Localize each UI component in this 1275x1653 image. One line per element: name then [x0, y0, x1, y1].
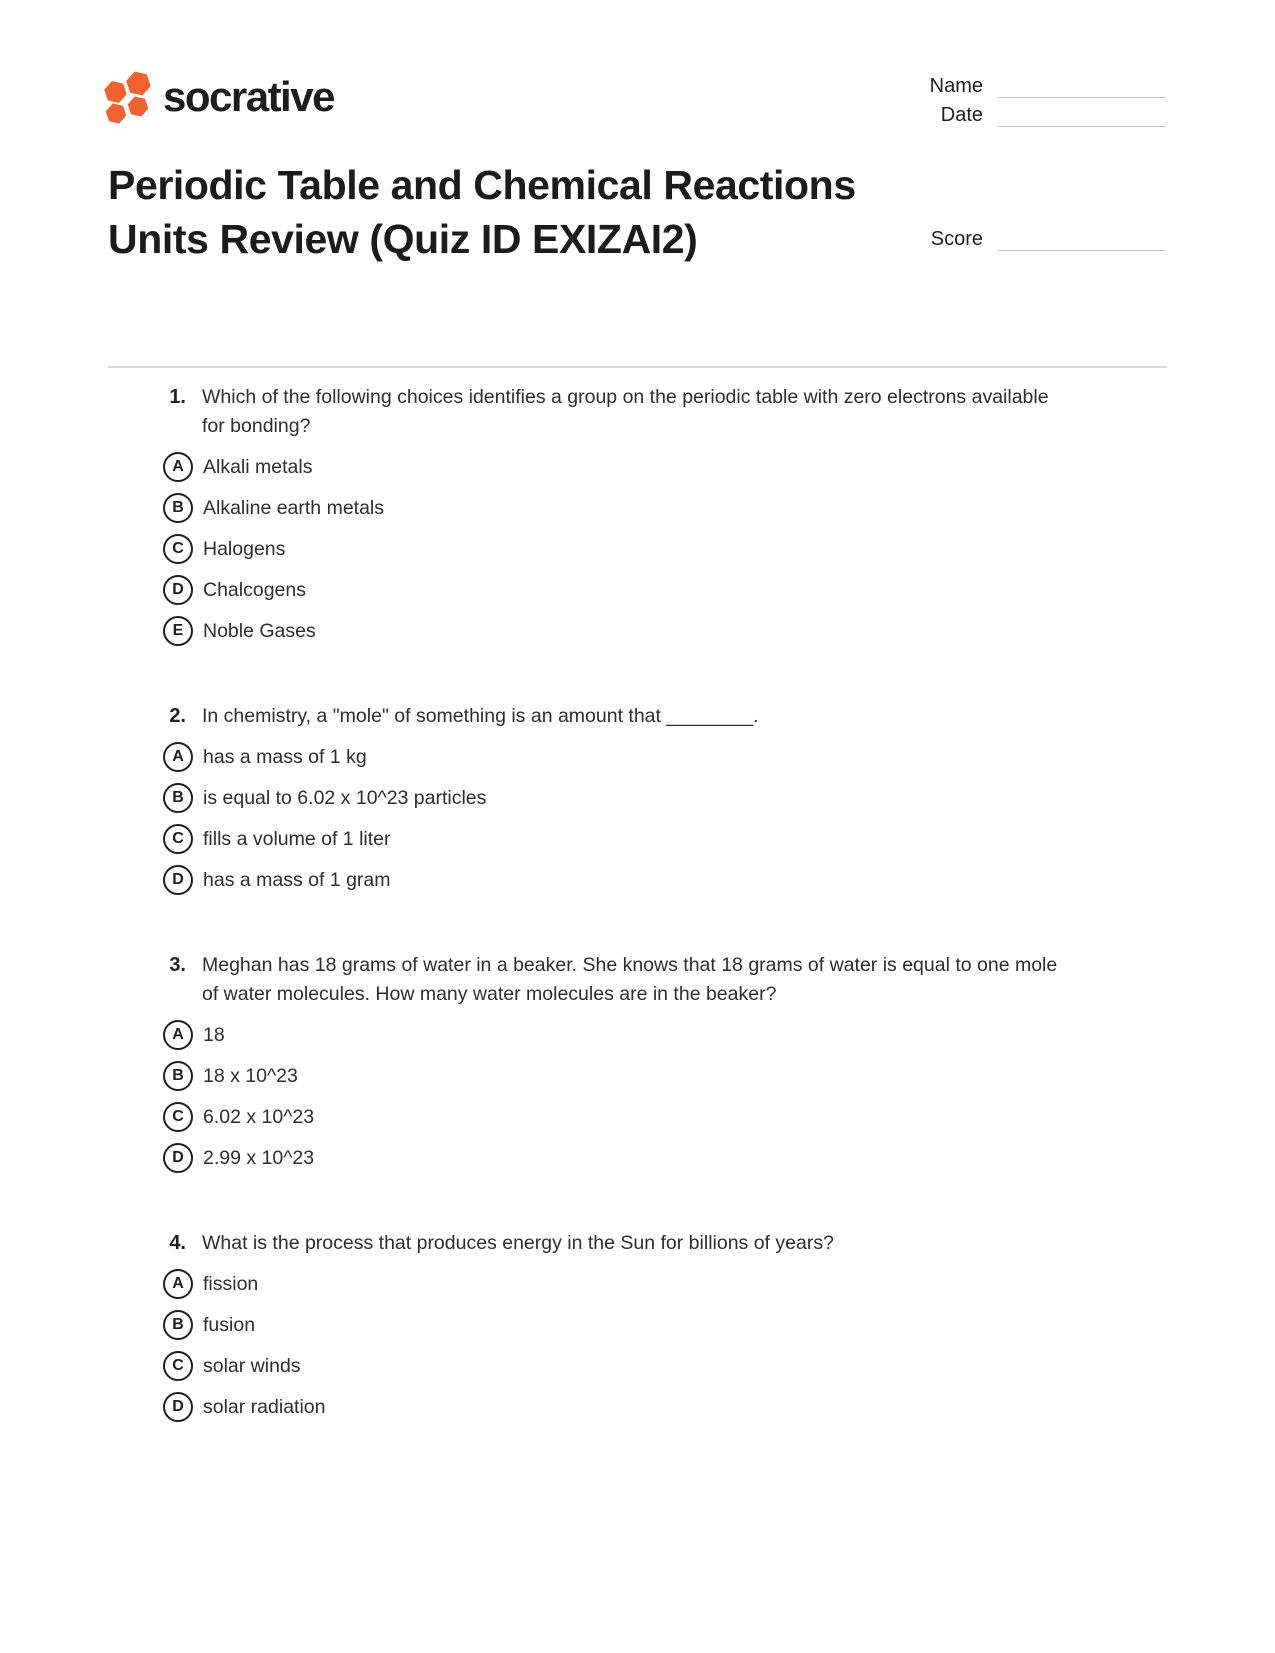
- question-number: 3.: [169, 954, 186, 976]
- question-number: 4.: [169, 1232, 186, 1254]
- options-list: [108, 452, 1108, 646]
- answer-option: [108, 493, 1108, 523]
- date-label: Date: [940, 104, 983, 126]
- answer-option-text: 6.02 x 10^23: [203, 1105, 315, 1128]
- answer-option-text: has a mass of 1 kg: [203, 745, 367, 768]
- answer-option: [108, 1351, 1108, 1381]
- date-field-row: [875, 101, 1165, 127]
- options-list: [108, 1020, 1108, 1173]
- answer-bubble[interactable]: C: [163, 1102, 193, 1132]
- answer-option-text: solar radiation: [203, 1395, 326, 1418]
- answer-option: [108, 534, 1108, 564]
- answer-bubble[interactable]: D: [163, 865, 193, 895]
- answer-option-text: Alkaline earth metals: [203, 496, 385, 519]
- question-text: Meghan has 18 grams of water in a beaker. She knows that 18 grams of water is equal to one mole of water molecules. How many water molecules are in the beaker?: [202, 954, 1058, 1005]
- question: [108, 1229, 1108, 1422]
- answer-option: [108, 1269, 1108, 1299]
- answer-bubble[interactable]: B: [163, 493, 193, 523]
- question: [108, 383, 1108, 646]
- answer-bubble[interactable]: B: [163, 1310, 193, 1340]
- answer-option-text: Noble Gases: [203, 619, 316, 642]
- question-head: [108, 702, 1108, 731]
- answer-option: [108, 1061, 1108, 1091]
- question-number: 1.: [169, 386, 186, 408]
- quiz-title: Periodic Table and Chemical Reactions Units Review (Quiz ID EXIZAI2): [108, 162, 856, 262]
- socrative-wordmark: socrative: [163, 73, 334, 120]
- answer-option: [108, 1310, 1108, 1340]
- answer-bubble[interactable]: C: [163, 824, 193, 854]
- answer-bubble[interactable]: A: [163, 452, 193, 482]
- answer-option-text: 18 x 10^23: [203, 1064, 298, 1087]
- answer-option: [108, 452, 1108, 482]
- answer-option: [108, 616, 1108, 646]
- answer-option-text: fills a volume of 1 liter: [203, 827, 391, 850]
- socrative-hexagons-icon: [103, 70, 153, 124]
- answer-bubble[interactable]: D: [163, 575, 193, 605]
- answer-bubble[interactable]: B: [163, 1061, 193, 1091]
- answer-bubble[interactable]: C: [163, 1351, 193, 1381]
- socrative-logo: [103, 70, 334, 124]
- question-text: What is the process that produces energy in the Sun for billions of years?: [202, 1232, 834, 1254]
- answer-option-text: fusion: [203, 1313, 256, 1336]
- answer-bubble[interactable]: B: [163, 783, 193, 813]
- name-field-row: [875, 72, 1165, 98]
- answer-bubble[interactable]: D: [163, 1392, 193, 1422]
- options-list: [108, 742, 1108, 895]
- answer-bubble[interactable]: A: [163, 1020, 193, 1050]
- answer-option: [108, 575, 1108, 605]
- date-blank-line[interactable]: [998, 105, 1165, 127]
- answer-bubble[interactable]: E: [163, 616, 193, 646]
- name-blank-line[interactable]: [998, 76, 1165, 98]
- question-number: 2.: [169, 705, 186, 727]
- answer-option-text: 2.99 x 10^23: [203, 1146, 315, 1169]
- question: [108, 702, 1108, 895]
- answer-option: [108, 783, 1108, 813]
- options-list: [108, 1269, 1108, 1422]
- answer-bubble[interactable]: C: [163, 534, 193, 564]
- answer-option: [108, 742, 1108, 772]
- question: [108, 951, 1108, 1173]
- answer-option-text: has a mass of 1 gram: [203, 868, 391, 891]
- question-head: [108, 1229, 1108, 1258]
- answer-option: [108, 1392, 1108, 1422]
- name-label: Name: [929, 75, 983, 97]
- header-divider: [108, 366, 1167, 368]
- answer-option-text: is equal to 6.02 x 10^23 particles: [203, 786, 487, 809]
- answer-option: [108, 824, 1108, 854]
- score-field-row: [875, 225, 1165, 251]
- answer-bubble[interactable]: D: [163, 1143, 193, 1173]
- answer-bubble[interactable]: A: [163, 742, 193, 772]
- answer-option-text: Chalcogens: [203, 578, 306, 601]
- question-text: Which of the following choices identifies a group on the periodic table with zero electrons available for bonding?: [202, 386, 1049, 437]
- answer-option: [108, 865, 1108, 895]
- question-text: In chemistry, a "mole" of something is an amount that ________.: [202, 705, 759, 727]
- answer-option-text: solar winds: [203, 1354, 301, 1377]
- answer-option: [108, 1143, 1108, 1173]
- score-blank-line[interactable]: [998, 229, 1165, 251]
- answer-option-text: Alkali metals: [203, 455, 313, 478]
- answer-option: [108, 1020, 1108, 1050]
- answer-option: [108, 1102, 1108, 1132]
- question-head: [108, 383, 1108, 441]
- score-label: Score: [930, 228, 983, 250]
- answer-option-text: fission: [203, 1272, 259, 1295]
- questions-list: [108, 383, 1108, 1478]
- question-head: [108, 951, 1108, 1009]
- answer-bubble[interactable]: A: [163, 1269, 193, 1299]
- answer-option-text: Halogens: [203, 537, 286, 560]
- answer-option-text: 18: [203, 1023, 225, 1046]
